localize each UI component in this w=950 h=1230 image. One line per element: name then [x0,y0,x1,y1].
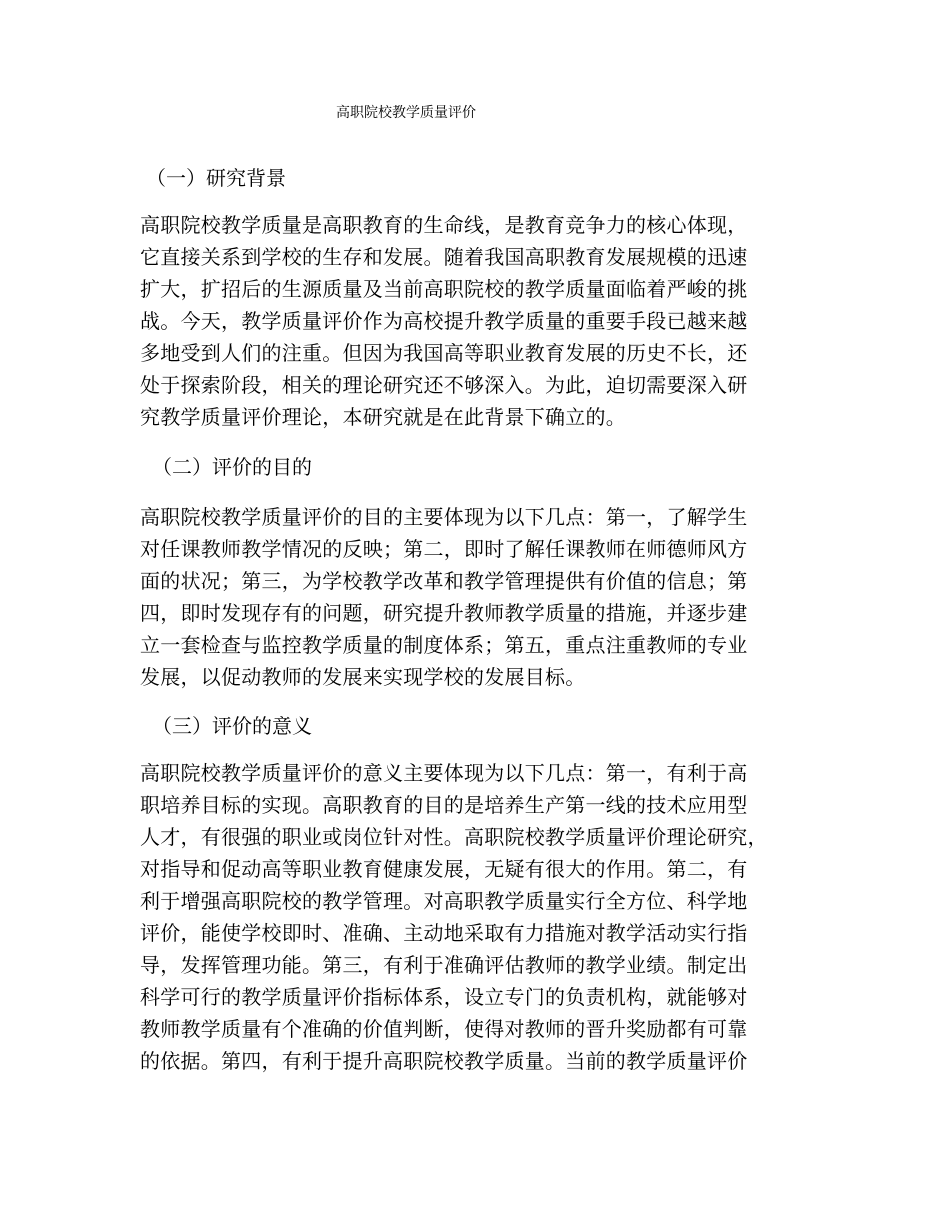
paragraph-line: 多地受到人们的注重。但因为我国高等职业教育发展的历史不长，还 [140,341,748,365]
paragraph-line: 处于探索阶段，相关的理论研究还不够深入。为此，迫切需要深入研 [140,373,748,397]
document-title: 高职院校教学质量评价 [336,105,476,121]
paragraph-line: 高职院校教学质量评价的意义主要体现为以下几点：第一，有利于高 [140,761,748,785]
section-heading-significance: （三）评价的意义 [152,714,312,738]
paragraph-line: 科学可行的教学质量评价指标体系，设立专门的负责机构，就能够对 [140,985,748,1009]
section-heading-purpose: （二）评价的目的 [152,455,312,479]
paragraph-line: 面的状况；第三，为学校教学改革和教学管理提供有价值的信息；第 [140,569,748,593]
paragraph-line: 职培养目标的实现。高职教育的目的是培养生产第一线的技术应用型 [140,793,748,817]
paragraph-line: 立一套检查与监控教学质量的制度体系；第五，重点注重教师的专业 [140,633,748,657]
paragraph-line: 它直接关系到学校的生存和发展。随着我国高职教育发展规模的迅速 [140,245,748,269]
paragraph-line: 高职院校教学质量是高职教育的生命线，是教育竞争力的核心体现， [140,213,748,237]
paragraph-line: 导，发挥管理功能。第三，有利于准确评估教师的教学业绩。制定出 [140,953,748,977]
paragraph-line: 对任课教师教学情况的反映；第二，即时了解任课教师在师德师风方 [140,537,748,561]
paragraph-line: 究教学质量评价理论，本研究就是在此背景下确立的。 [140,405,626,429]
section-paragraph-significance [140,757,808,1077]
paragraph-line: 对指导和促动高等职业教育健康发展，无疑有很大的作用。第二，有 [140,857,748,881]
paragraph-line: 四，即时发现存有的问题，研究提升教师教学质量的措施，并逐步建 [140,601,748,625]
section-paragraph-purpose [140,501,808,693]
paragraph-line: 战。今天，教学质量评价作为高校提升教学质量的重要手段已越来越 [140,309,748,333]
section-heading-background: （一）研究背景 [146,166,286,190]
paragraph-line: 人才，有很强的职业或岗位针对性。高职院校教学质量评价理论研究， [140,825,768,849]
paragraph-line: 高职院校教学质量评价的目的主要体现为以下几点：第一，了解学生 [140,505,748,529]
paragraph-line: 利于增强高职院校的教学管理。对高职教学质量实行全方位、科学地 [140,889,748,913]
paragraph-line: 发展，以促动教师的发展来实现学校的发展目标。 [140,665,586,689]
paragraph-line: 扩大，扩招后的生源质量及当前高职院校的教学质量面临着严峻的挑 [140,277,748,301]
paragraph-line: 的依据。第四，有利于提升高职院校教学质量。当前的教学质量评价 [140,1049,748,1073]
section-paragraph-background [140,209,808,433]
paragraph-line: 教师教学质量有个准确的价值判断，使得对教师的晋升奖励都有可靠 [140,1017,748,1041]
paragraph-line: 评价，能使学校即时、准确、主动地采取有力措施对教学活动实行指 [140,921,748,945]
